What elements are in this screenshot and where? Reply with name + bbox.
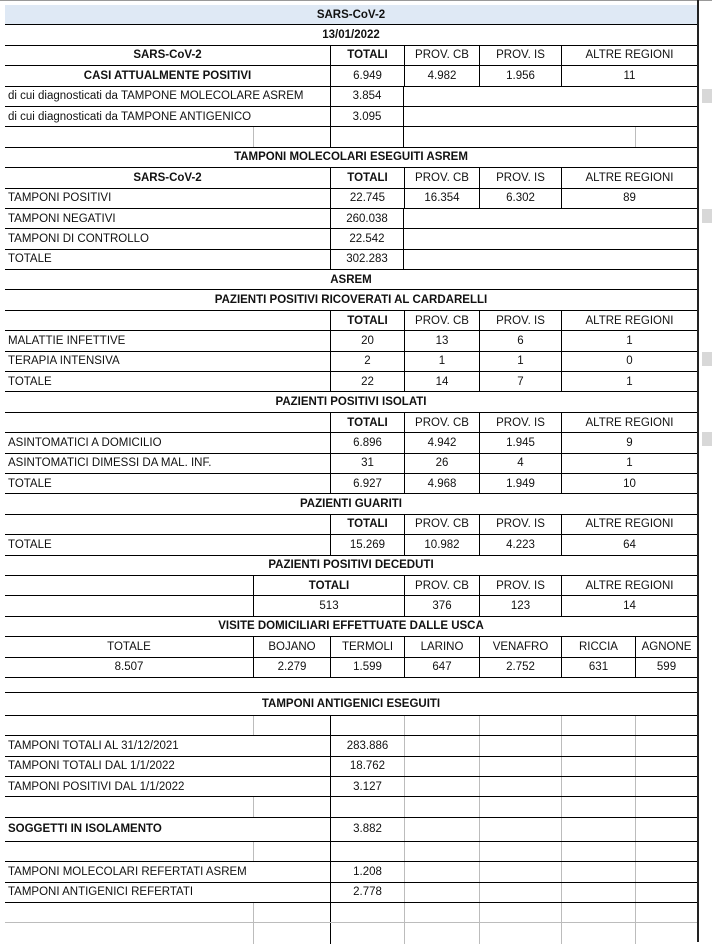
guariti-totale-row bbox=[5, 535, 697, 555]
ricoverati-totale-cb: 14 bbox=[404, 372, 479, 391]
deceduti-section-row bbox=[5, 556, 697, 576]
isolati-totale-altre: 10 bbox=[561, 474, 697, 493]
visite-section-title: VISITE DOMICILIARI EFFETTUATE DALLE USCA bbox=[218, 620, 484, 633]
sheet-top-border bbox=[0, 0, 712, 1]
deceduti-cb: 376 bbox=[404, 596, 479, 615]
refertati-mol-value: 1.208 bbox=[330, 862, 404, 881]
refertati-ant-label: TAMPONI ANTIGENICI REFERTATI bbox=[8, 886, 194, 899]
spacer-row bbox=[5, 127, 697, 147]
asintomatici-domicilio-row bbox=[5, 433, 697, 453]
tamponi-negativi-label: TAMPONI NEGATIVI bbox=[8, 212, 116, 225]
visite-section-row bbox=[5, 617, 697, 637]
col-header-is: PROV. IS bbox=[479, 576, 561, 595]
isolamento-label: SOGGETTI IN ISOLAMENTO bbox=[8, 823, 162, 836]
col-header-altre: ALTRE REGIONI bbox=[561, 46, 697, 65]
visite-agnone: 599 bbox=[635, 658, 697, 677]
col-header-altre: ALTRE REGIONI bbox=[561, 168, 697, 187]
tamponi-totale-label: TOTALE bbox=[8, 253, 52, 266]
ricoverati-section-title: PAZIENTI POSITIVI RICOVERATI AL CARDARELLI bbox=[214, 294, 488, 307]
terapia-intensiva-cb: 1 bbox=[404, 352, 479, 371]
casi-cb: 4.982 bbox=[404, 66, 479, 85]
spacer-row bbox=[5, 923, 697, 943]
asintomatici-dimessi-row bbox=[5, 454, 697, 474]
isolamento-value: 3.882 bbox=[330, 818, 404, 841]
col-header-is: PROV. IS bbox=[479, 311, 561, 330]
tamponi-positivi-is: 6.302 bbox=[479, 189, 561, 208]
terapia-intensiva-totali: 2 bbox=[330, 352, 404, 371]
col-header-totali: TOTALI bbox=[330, 46, 404, 65]
terapia-intensiva-label: TERAPIA INTENSIVA bbox=[8, 355, 120, 368]
visite-termoli: 1.599 bbox=[330, 658, 404, 677]
deceduti-altre: 14 bbox=[561, 596, 697, 615]
deceduti-section-title: PAZIENTI POSITIVI DECEDUTI bbox=[268, 559, 434, 572]
covid-report-sheet bbox=[5, 5, 697, 944]
col-header-altre: ALTRE REGIONI bbox=[561, 576, 697, 595]
col-header-sars: SARS-CoV-2 bbox=[133, 171, 202, 184]
casi-row bbox=[5, 66, 697, 86]
visite-values-row bbox=[5, 658, 697, 678]
deceduti-values-row bbox=[5, 596, 697, 616]
antigenici-tot2021-value: 283.886 bbox=[330, 736, 404, 755]
isolati-totale-cb: 4.968 bbox=[404, 474, 479, 493]
ricoverati-totale-is: 7 bbox=[479, 372, 561, 391]
tamponi-controllo-value: 22.542 bbox=[330, 229, 404, 248]
tamponi-positivi-altre: 89 bbox=[561, 189, 697, 208]
guariti-totale-totali: 15.269 bbox=[330, 535, 404, 554]
casi-molecolare-row bbox=[5, 87, 697, 107]
asrem-label: ASREM bbox=[330, 273, 372, 286]
asintomatici-dimessi-altre: 1 bbox=[561, 454, 697, 473]
guariti-section-row bbox=[5, 494, 697, 514]
casi-antigenico-label: di cui diagnosticati da TAMPONE ANTIGENICO bbox=[8, 110, 252, 123]
report-date: 13/01/2022 bbox=[322, 29, 380, 42]
asintomatici-domicilio-cb: 4.942 bbox=[404, 433, 479, 452]
casi-is: 1.956 bbox=[479, 66, 561, 85]
deceduti-header-row bbox=[5, 576, 697, 596]
col-header-sars: SARS-CoV-2 bbox=[133, 49, 202, 62]
guariti-header-row bbox=[5, 515, 697, 535]
tamponi-mol-header-row bbox=[5, 168, 697, 188]
guariti-totale-cb: 10.982 bbox=[404, 535, 479, 554]
adjacent-cell-marker bbox=[702, 352, 712, 366]
tamponi-controllo-label: TAMPONI DI CONTROLLO bbox=[8, 232, 149, 245]
ricoverati-totale-label: TOTALE bbox=[8, 375, 52, 388]
asintomatici-dimessi-totali: 31 bbox=[330, 454, 404, 473]
tamponi-positivi-row bbox=[5, 189, 697, 209]
isolati-section-row bbox=[5, 392, 697, 412]
terapia-intensiva-row bbox=[5, 352, 697, 372]
deceduti-totali: 513 bbox=[253, 596, 404, 615]
tamponi-totale-row bbox=[5, 250, 697, 270]
tamponi-negativi-value: 260.038 bbox=[330, 209, 404, 228]
asintomatici-domicilio-totali: 6.896 bbox=[330, 433, 404, 452]
isolati-totale-totali: 6.927 bbox=[330, 474, 404, 493]
col-header-altre: ALTRE REGIONI bbox=[561, 413, 697, 432]
tamponi-negativi-row bbox=[5, 209, 697, 229]
deceduti-is: 123 bbox=[479, 596, 561, 615]
isolati-header-row bbox=[5, 413, 697, 433]
spacer-row bbox=[5, 716, 697, 736]
asrem-row bbox=[5, 270, 697, 290]
spacer-row bbox=[5, 842, 697, 862]
col-header-is: PROV. IS bbox=[479, 515, 561, 534]
adjacent-cell-marker bbox=[702, 89, 712, 103]
report-title: SARS-CoV-2 bbox=[316, 8, 386, 21]
col-header-is: PROV. IS bbox=[479, 168, 561, 187]
col-header-cb: PROV. CB bbox=[404, 515, 479, 534]
col-header-cb: PROV. CB bbox=[404, 168, 479, 187]
antigenici-pos2022-value: 3.127 bbox=[330, 777, 404, 796]
ricoverati-totale-altre: 1 bbox=[561, 372, 697, 391]
title-row bbox=[5, 5, 697, 25]
visite-header-larino: LARINO bbox=[404, 637, 479, 656]
antigenici-section-title: TAMPONI ANTIGENICI ESEGUITI bbox=[261, 697, 441, 710]
ricoverati-totale-totali: 22 bbox=[330, 372, 404, 391]
tamponi-controllo-row bbox=[5, 229, 697, 249]
visite-header-termoli: TERMOLI bbox=[330, 637, 404, 656]
casi-totali: 6.949 bbox=[330, 66, 404, 85]
asintomatici-domicilio-is: 1.945 bbox=[479, 433, 561, 452]
tamponi-mol-section-row bbox=[5, 148, 697, 168]
visite-totale: 8.507 bbox=[114, 661, 144, 674]
visite-header-agnone: AGNONE bbox=[635, 637, 697, 656]
refertati-ant-row bbox=[5, 883, 697, 903]
refertati-ant-value: 2.778 bbox=[330, 883, 404, 902]
col-header-altre: ALTRE REGIONI bbox=[561, 311, 697, 330]
adjacent-cell-marker bbox=[702, 209, 712, 223]
isolati-totale-is: 1.949 bbox=[479, 474, 561, 493]
guariti-totale-altre: 64 bbox=[561, 535, 697, 554]
col-header-cb: PROV. CB bbox=[404, 311, 479, 330]
antigenici-tot2022-row bbox=[5, 757, 697, 777]
asintomatici-dimessi-is: 4 bbox=[479, 454, 561, 473]
visite-header-row bbox=[5, 637, 697, 657]
isolamento-row bbox=[5, 818, 697, 842]
col-header-cb: PROV. CB bbox=[404, 576, 479, 595]
tamponi-totale-value: 302.283 bbox=[330, 250, 404, 269]
casi-antigenico-value: 3.095 bbox=[330, 107, 404, 126]
casi-antigenico-row bbox=[5, 107, 697, 127]
malattie-infettive-label: MALATTIE INFETTIVE bbox=[8, 334, 126, 347]
refertati-mol-label: TAMPONI MOLECOLARI REFERTATI ASREM bbox=[8, 865, 247, 878]
refertati-mol-row bbox=[5, 862, 697, 882]
col-header-totali: TOTALI bbox=[253, 576, 404, 595]
malattie-infettive-altre: 1 bbox=[561, 331, 697, 350]
col-header-totali: TOTALI bbox=[330, 515, 404, 534]
guariti-totale-label: TOTALE bbox=[8, 538, 52, 551]
visite-header-totale: TOTALE bbox=[107, 640, 151, 653]
adjacent-cell-marker bbox=[702, 432, 712, 446]
date-row bbox=[5, 25, 697, 45]
col-header-totali: TOTALI bbox=[330, 168, 404, 187]
isolati-totale-label: TOTALE bbox=[8, 477, 52, 490]
spacer-row bbox=[5, 678, 697, 692]
visite-bojano: 2.279 bbox=[253, 658, 330, 677]
terapia-intensiva-altre: 0 bbox=[561, 352, 697, 371]
casi-altre: 11 bbox=[561, 66, 697, 85]
guariti-totale-is: 4.223 bbox=[479, 535, 561, 554]
spacer-row bbox=[5, 797, 697, 817]
antigenici-tot2021-label: TAMPONI TOTALI AL 31/12/2021 bbox=[8, 739, 179, 752]
asintomatici-dimessi-cb: 26 bbox=[404, 454, 479, 473]
spacer-row bbox=[5, 903, 697, 923]
malattie-infettive-totali: 20 bbox=[330, 331, 404, 350]
asintomatici-dimessi-label: ASINTOMATICI DIMESSI DA MAL. INF. bbox=[8, 457, 212, 470]
tamponi-positivi-totali: 22.745 bbox=[330, 189, 404, 208]
col-header-totali: TOTALI bbox=[330, 311, 404, 330]
tamponi-mol-section-title: TAMPONI MOLECOLARI ESEGUITI ASREM bbox=[234, 151, 468, 164]
ricoverati-totale-row bbox=[5, 372, 697, 392]
malattie-infettive-row bbox=[5, 331, 697, 351]
tamponi-positivi-label: TAMPONI POSITIVI bbox=[8, 192, 112, 205]
casi-molecolare-value: 3.854 bbox=[330, 87, 404, 106]
casi-label: CASI ATTUALMENTE POSITIVI bbox=[83, 69, 252, 82]
antigenici-tot2021-row bbox=[5, 736, 697, 756]
malattie-infettive-cb: 13 bbox=[404, 331, 479, 350]
col-header-cb: PROV. CB bbox=[404, 413, 479, 432]
asintomatici-domicilio-label: ASINTOMATICI A DOMICILIO bbox=[8, 436, 162, 449]
col-header-totali: TOTALI bbox=[330, 413, 404, 432]
visite-larino: 647 bbox=[404, 658, 479, 677]
visite-header-bojano: BOJANO bbox=[253, 637, 330, 656]
antigenici-pos2022-row bbox=[5, 777, 697, 797]
isolati-section-title: PAZIENTI POSITIVI ISOLATI bbox=[275, 396, 427, 409]
asintomatici-domicilio-altre: 9 bbox=[561, 433, 697, 452]
antigenici-pos2022-label: TAMPONI POSITIVI DAL 1/1/2022 bbox=[8, 780, 185, 793]
tamponi-positivi-cb: 16.354 bbox=[404, 189, 479, 208]
visite-header-riccia: RICCIA bbox=[561, 637, 635, 656]
sheet-right-border bbox=[697, 0, 699, 942]
isolati-totale-row bbox=[5, 474, 697, 494]
col-header-cb: PROV. CB bbox=[404, 46, 479, 65]
antigenici-tot2022-value: 18.762 bbox=[330, 757, 404, 776]
casi-molecolare-label: di cui diagnosticati da TAMPONE MOLECOLARE ASREM bbox=[8, 90, 304, 103]
ricoverati-section-row bbox=[5, 290, 697, 310]
ricoverati-header-row bbox=[5, 311, 697, 331]
visite-header-venafro: VENAFRO bbox=[479, 637, 561, 656]
antigenici-section-row bbox=[5, 692, 697, 716]
terapia-intensiva-is: 1 bbox=[479, 352, 561, 371]
antigenici-tot2022-label: TAMPONI TOTALI DAL 1/1/2022 bbox=[8, 760, 175, 773]
visite-riccia: 631 bbox=[561, 658, 635, 677]
col-header-is: PROV. IS bbox=[479, 413, 561, 432]
col-header-altre: ALTRE REGIONI bbox=[561, 515, 697, 534]
malattie-infettive-is: 6 bbox=[479, 331, 561, 350]
col-header-is: PROV. IS bbox=[479, 46, 561, 65]
visite-venafro: 2.752 bbox=[479, 658, 561, 677]
casi-header-row bbox=[5, 46, 697, 66]
guariti-section-title: PAZIENTI GUARITI bbox=[299, 498, 402, 511]
